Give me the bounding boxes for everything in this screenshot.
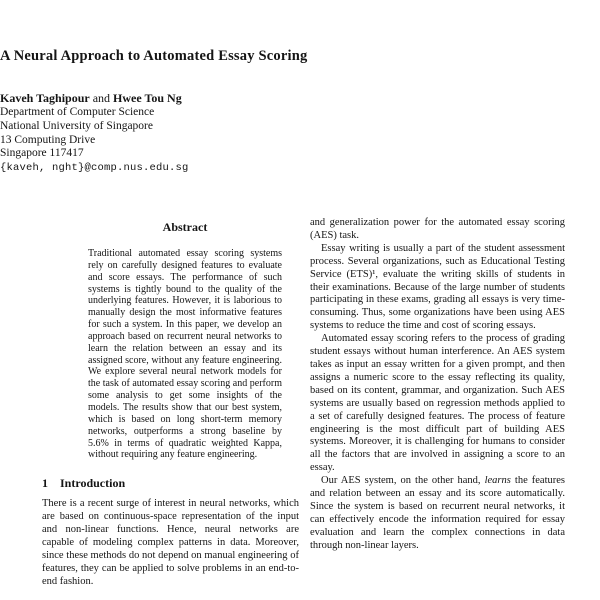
abstract-text: Traditional automated essay scoring systems rely on carefully designed features to evaluate and score essays. The performance of such systems is tightly bound to the quality of the underlying features. However, it is laborious to manually design the most informative features for such a system. In this paper, we develop an approach based on recurrent neural networks to learn the relation between an essay and its assigned score, without any feature engineering. We explore several neural network models for the task of automated essay scoring and perform some analysis to get some insights of the models. The results show that our best system, which is based on long short-term memory networks, outperforms a strong baseline by 5.6% in terms of quadratic weighted Kappa, without requiring any feature engineering. [88, 248, 282, 461]
paper-title: A Neural Approach to Automated Essay Scoring [0, 48, 308, 64]
emphasized-word-learns: learns [484, 475, 511, 487]
introduction-paragraph: There is a recent surge of interest in neural networks, which are based on continuous-space representation of the input and non-linear functions. Hence, neural networks are capable of modeling complex patterns in data. Moreover, since these methods do not depend on manual engineering of features, they can be applied to solve problems in an end-to-end fashion. [42, 498, 299, 587]
paragraph-our-system [310, 475, 565, 552]
author-2: Hwee Tou Ng [113, 91, 182, 105]
author-conjunction: and [89, 91, 114, 105]
section-title: Introduction [60, 476, 126, 491]
affiliation-block [0, 106, 600, 161]
paragraph-essay-writing: Essay writing is usually a part of the student assessment process. Several organizations, such as Educational Testing Service (ETS)¹, evaluate the writing skills of students in their examinations. Because of the large number of students participating in these exams, grading all essays is very time-consuming. Thus, some organizations have been using AES systems to reduce the time and cost of scoring essays. [310, 242, 565, 332]
affiliation-department: Department of Computer Science [0, 106, 155, 118]
author-email: {kaveh, nght}@comp.nus.edu.sg [0, 162, 189, 174]
author-1: Kaveh Taghipour [0, 91, 90, 105]
paragraph-our-system-post: the features and relation between an essay and its score automatically. Since the system is based on recurrent neural networks, it can effectively encode the information required for essay evaluation and learn the complex connections in data through non-linear layers. [310, 475, 565, 551]
section-number: 1 [42, 476, 48, 491]
paragraph-continuation: and generalization power for the automated essay scoring (AES) task. [310, 217, 565, 241]
right-column [310, 217, 565, 553]
affiliation-city: Singapore 117417 [0, 147, 84, 160]
author-line [0, 91, 600, 106]
affiliation-university: National University of Singapore [0, 119, 153, 132]
affiliation-street: 13 Computing Drive [0, 133, 96, 146]
abstract-heading: Abstract [162, 220, 208, 234]
paragraph-aes-definition: Automated essay scoring refers to the process of grading student essays without human interference. An AES system takes as input an essay written for a given prompt, and then assigns a numeric score to the essay reflecting its quality, based on its content, grammar, and organization. Such AES systems are usually based on regression methods applied to a set of carefully designed features. The process of feature engineering is the most difficult part of building AES systems. Moreover, it is challenging for humans to consider all the factors that are involved in assigning a score to an essay. [310, 333, 565, 474]
left-column [42, 220, 299, 589]
paragraph-our-system-pre: Our AES system, on the other hand, [321, 475, 485, 487]
section-heading-introduction [42, 476, 299, 491]
